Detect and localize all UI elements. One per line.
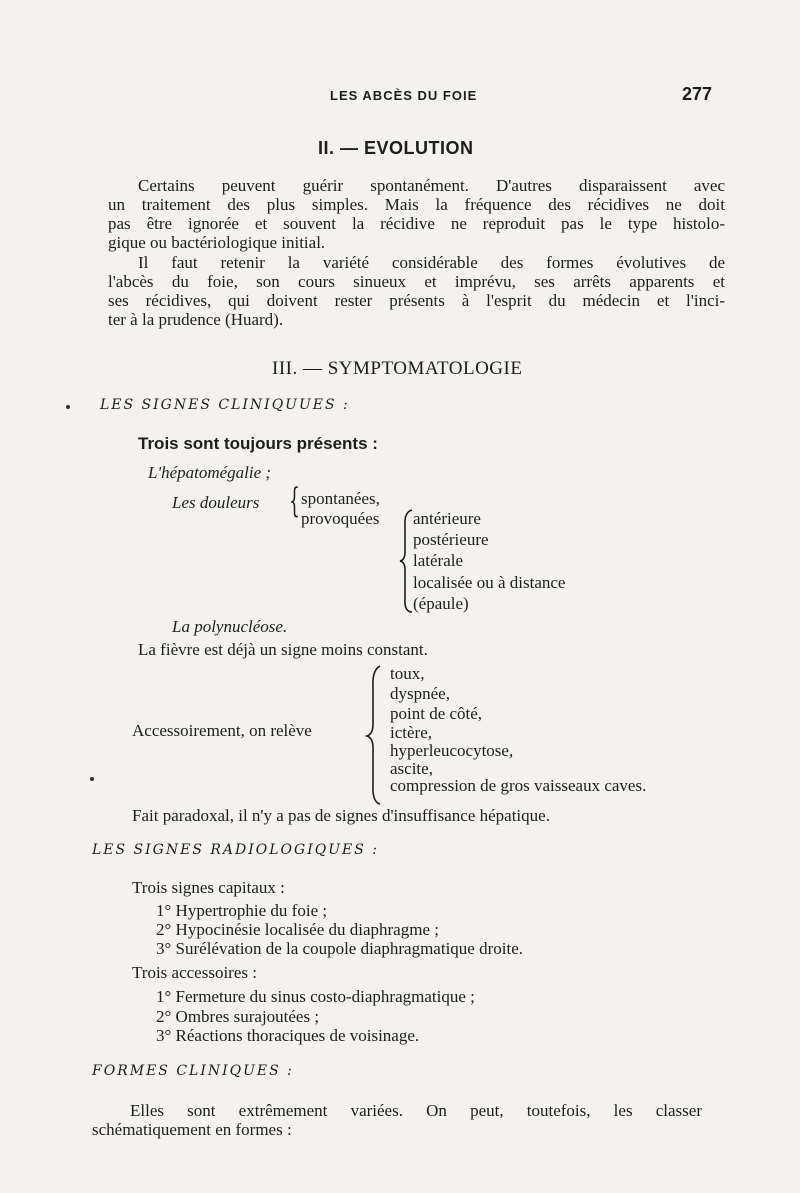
ink-speck xyxy=(90,777,94,781)
text-line: pas être ignorée et souvent la récidive ne reproduit pas le type histolo- xyxy=(108,214,725,233)
douleur-site: antérieure xyxy=(413,509,481,528)
intro-signes-capitaux: Trois signes capitaux : xyxy=(132,878,285,897)
section-heading-evolution: II. — EVOLUTION xyxy=(318,138,474,158)
signe-accessoire: 3° Réactions thoraciques de voisinage. xyxy=(156,1026,420,1045)
douleur-site: localisée ou à distance xyxy=(413,573,566,592)
subsection-label-formes-cliniques: FORMES CLINIQUES : xyxy=(92,1063,294,1079)
signe-capital: 1° Hypertrophie du foie ; xyxy=(156,901,328,920)
label-douleurs: Les douleurs xyxy=(172,493,260,512)
text-line: schématiquement en formes : xyxy=(92,1120,292,1139)
text-line: Elles sont extrêmement variées. On peut, toutefois, les classer xyxy=(130,1101,702,1120)
signe-accessoire: 1° Fermeture du sinus costo-diaphragmatique ; xyxy=(156,987,475,1006)
paragraph-evolution-2 xyxy=(108,253,725,329)
accessoire-item: compression de gros vaisseaux caves. xyxy=(390,776,647,795)
intro-accessoires: Trois accessoires : xyxy=(132,963,257,982)
item-hepatomegalie: L'hépatomégalie ; xyxy=(148,463,272,482)
accessoire-item: dyspnée, xyxy=(390,684,450,703)
text-line: Il faut retenir la variété considérable des formes évolutives de xyxy=(138,253,725,272)
signe-capital: 2° Hypocinésie localisée du diaphragme ; xyxy=(156,920,439,939)
text-line: Certains peuvent guérir spontanément. D'autres disparaissent avec xyxy=(138,176,725,195)
text-line: un traitement des plus simples. Mais la fréquence des récidives ne doit xyxy=(108,195,725,214)
accessoire-item: point de côté, xyxy=(390,704,483,723)
douleur-type: spontanées, xyxy=(301,489,380,508)
running-title: LES ABCÈS DU FOIE xyxy=(330,88,478,103)
accessoire-item: ictère, xyxy=(390,723,432,742)
signe-capital: 3° Surélévation de la coupole diaphragmatique droite. xyxy=(156,939,523,958)
subsection-label-signes-cliniques: LES SIGNES CLINIQUUES : xyxy=(100,397,350,413)
subsection-label-signes-radiologiques: LES SIGNES RADIOLOGIQUES : xyxy=(92,842,379,858)
text-line: ter à la prudence (Huard). xyxy=(108,310,284,329)
accessoire-item: toux, xyxy=(390,664,425,683)
douleur-site: (épaule) xyxy=(413,594,469,613)
item-polynucleose: La polynucléose. xyxy=(172,617,288,636)
paragraph-formes xyxy=(92,1101,702,1139)
accessoire-item: ascite, xyxy=(390,759,433,778)
brace-accessoires xyxy=(364,664,384,806)
douleur-type: provoquées xyxy=(301,509,380,528)
ink-speck xyxy=(66,405,70,409)
accessoire-item: hyperleucocytose, xyxy=(390,741,514,760)
text-line: l'abcès du foie, son cours sinueux et imprévu, ses arrêts apparents et xyxy=(108,272,725,291)
brace-sites xyxy=(398,508,414,614)
brace-douleurs: { xyxy=(289,481,300,521)
section-heading-symptomatologie: III. — SYMPTOMATOLOGIE xyxy=(272,358,523,379)
text-line: ses récidives, qui doivent rester présents à l'esprit du médecin et l'inci- xyxy=(108,291,725,310)
paragraph-evolution-1 xyxy=(108,176,725,252)
text-fievre: La fièvre est déjà un signe moins constant. xyxy=(138,640,428,659)
label-accessoirement: Accessoirement, on relève xyxy=(132,721,312,740)
signe-accessoire: 2° Ombres surajoutées ; xyxy=(156,1007,320,1026)
page-number: 277 xyxy=(682,84,713,104)
text-paradoxe: Fait paradoxal, il n'y a pas de signes d'insuffisance hépatique. xyxy=(132,806,550,825)
text-line: gique ou bactériologique initial. xyxy=(108,233,326,252)
douleur-site: latérale xyxy=(413,551,464,570)
intro-toujours-presents: Trois sont toujours présents : xyxy=(138,434,378,453)
douleur-site: postérieure xyxy=(413,530,489,549)
